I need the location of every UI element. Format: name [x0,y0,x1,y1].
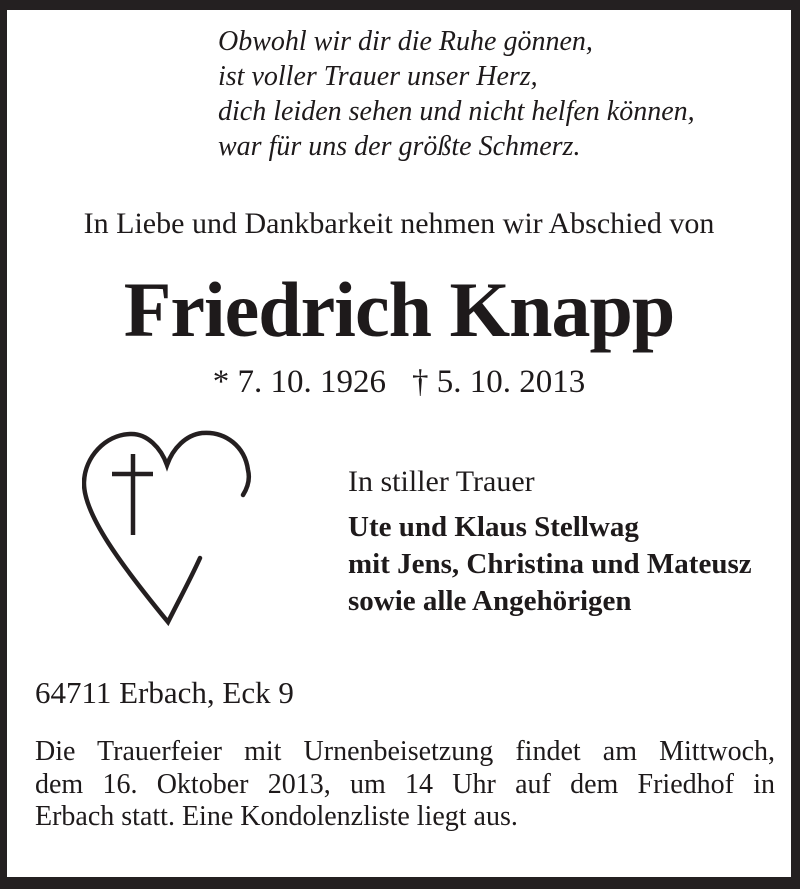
heart-outline [84,433,249,622]
poem-line: ist voller Trauer unser Herz, [218,61,538,92]
deceased-name: Friedrich Knapp [123,266,675,353]
death-date: † 5. 10. 2013 [412,364,586,400]
life-dates [7,362,791,402]
heart-with-cross-icon [82,420,252,632]
poem-line: war für uns der größte Schmerz. [218,131,581,162]
cross-icon [112,454,153,535]
poem-line: dich leiden sehen und nicht helfen können, [218,96,695,127]
birth-date: * 7. 10. 1926 [212,364,386,400]
memorial-poem [218,24,695,164]
poem-line: Obwohl wir dir die Ruhe gönnen, [218,26,593,57]
funeral-information [35,736,775,834]
farewell-intro: In Liebe und Dankbarkeit nehmen wir Abschied von [83,207,715,240]
mourner-line: Ute und Klaus Stellwag [348,511,639,543]
mourner-line: sowie alle Angehörigen [348,585,632,617]
mourners-list [348,509,752,620]
address-line: 64711 Erbach, Eck 9 [35,675,294,710]
funeral-line: Erbach statt. Eine Kondolenzliste liegt aus. [35,801,518,832]
funeral-line: dem 16. Oktober 2013, um 14 Uhr auf dem Friedhof in [35,768,775,800]
mourner-line: mit Jens, Christina und Mateusz [348,548,752,580]
funeral-line: Die Trauerfeier mit Urnenbeisetzung findet am Mittwoch, [35,736,775,767]
condolence-intro: In stiller Trauer [348,465,535,498]
